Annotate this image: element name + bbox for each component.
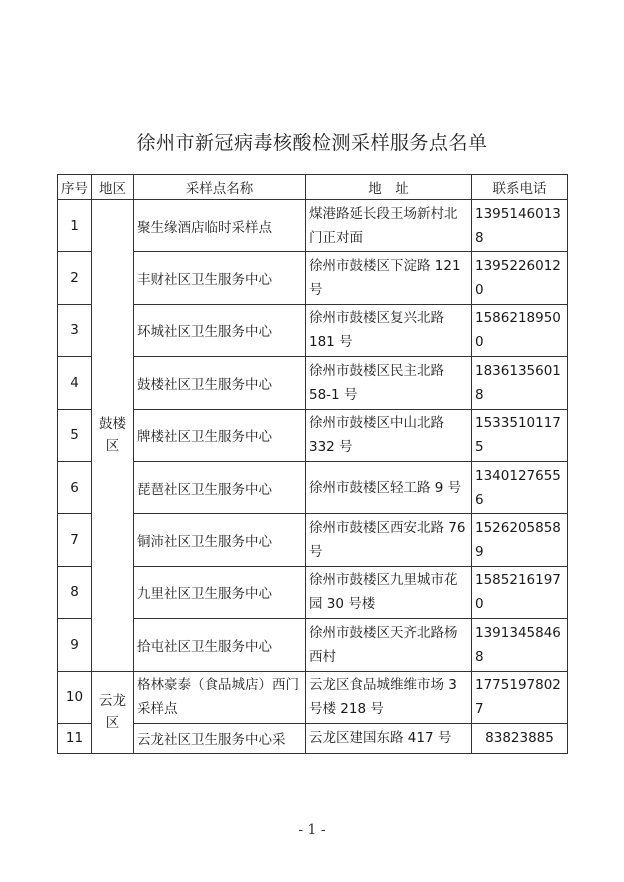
document-title: 徐州市新冠病毒核酸检测采样服务点名单: [136, 132, 488, 154]
row-address: 徐州市鼓楼区下淀路 121号: [306, 252, 472, 304]
district-label: 鼓楼区: [99, 416, 126, 455]
table-row: [58, 619, 568, 671]
header-district: 地区: [92, 175, 134, 200]
row-site-name: 九里社区卫生服务中心: [134, 566, 306, 618]
row-seq: 11: [58, 723, 92, 753]
header-address: 地 址: [306, 175, 472, 200]
table-row: [58, 200, 568, 252]
row-seq: 9: [58, 619, 92, 671]
row-site-name: 格林豪泰（食品城店）西门采样点: [134, 671, 306, 723]
row-site-name: 丰财社区卫生服务中心: [134, 252, 306, 304]
row-address: 徐州市鼓楼区民主北路 58-1 号: [306, 357, 472, 409]
row-seq: 10: [58, 671, 92, 723]
header-phone: 联系电话: [472, 175, 568, 200]
row-site-name: 云龙社区卫生服务中心采: [134, 723, 306, 753]
row-site-name: 鼓楼社区卫生服务中心: [134, 357, 306, 409]
row-address: 徐州市鼓楼区复兴北路 181 号: [306, 304, 472, 356]
row-phone: 15262058589: [472, 514, 568, 566]
table-row: [58, 671, 568, 723]
header-seq: 序号: [58, 175, 92, 200]
row-phone: 15862189500: [472, 304, 568, 356]
row-address: 云龙区建国东路 417 号: [306, 723, 472, 753]
row-seq: 2: [58, 252, 92, 304]
row-address: 徐州市鼓楼区西安北路 76 号: [306, 514, 472, 566]
page-number: - 1 -: [298, 822, 326, 838]
table-header-row: [58, 175, 568, 200]
row-address: 徐州市鼓楼区天齐北路杨西村: [306, 619, 472, 671]
row-phone: 18361356018: [472, 357, 568, 409]
table-row: [58, 252, 568, 304]
row-seq: 8: [58, 566, 92, 618]
district-label: 云龙区: [99, 693, 126, 732]
sampling-sites-table: [57, 174, 568, 754]
row-site-name: 琵琶社区卫生服务中心: [134, 461, 306, 513]
table-row: [58, 461, 568, 513]
row-site-name: 聚生缘酒店临时采样点: [134, 200, 306, 252]
row-site-name: 环城社区卫生服务中心: [134, 304, 306, 356]
row-site-name: 拾屯社区卫生服务中心: [134, 619, 306, 671]
row-seq: 1: [58, 200, 92, 252]
table-row: [58, 304, 568, 356]
row-seq: 7: [58, 514, 92, 566]
row-site-name: 牌楼社区卫生服务中心: [134, 409, 306, 461]
table-row: [58, 409, 568, 461]
district-yunlong: [92, 671, 134, 753]
row-site-name: 铜沛社区卫生服务中心: [134, 514, 306, 566]
table-row: [58, 566, 568, 618]
row-address: 徐州市鼓楼区九里城市花园 30 号楼: [306, 566, 472, 618]
row-address: 云龙区食品城维维市场 3号楼 218 号: [306, 671, 472, 723]
row-phone: 13952260120: [472, 252, 568, 304]
row-seq: 5: [58, 409, 92, 461]
row-address: 煤港路延长段王场新村北门正对面: [306, 200, 472, 252]
row-phone: 17751978027: [472, 671, 568, 723]
table-row: [58, 723, 568, 753]
row-seq: 6: [58, 461, 92, 513]
row-seq: 4: [58, 357, 92, 409]
row-phone: 13951460138: [472, 200, 568, 252]
header-site-name: 采样点名称: [134, 175, 306, 200]
row-phone: 13401276556: [472, 461, 568, 513]
row-phone: 15852161970: [472, 566, 568, 618]
row-seq: 3: [58, 304, 92, 356]
row-phone: 13913458468: [472, 619, 568, 671]
table-row: [58, 514, 568, 566]
district-gulou: [92, 200, 134, 672]
row-phone: 83823885: [472, 723, 568, 753]
table-row: [58, 357, 568, 409]
row-address: 徐州市鼓楼区中山北路 332 号: [306, 409, 472, 461]
row-address: 徐州市鼓楼区轻工路 9 号: [306, 461, 472, 513]
row-phone: 15335101175: [472, 409, 568, 461]
